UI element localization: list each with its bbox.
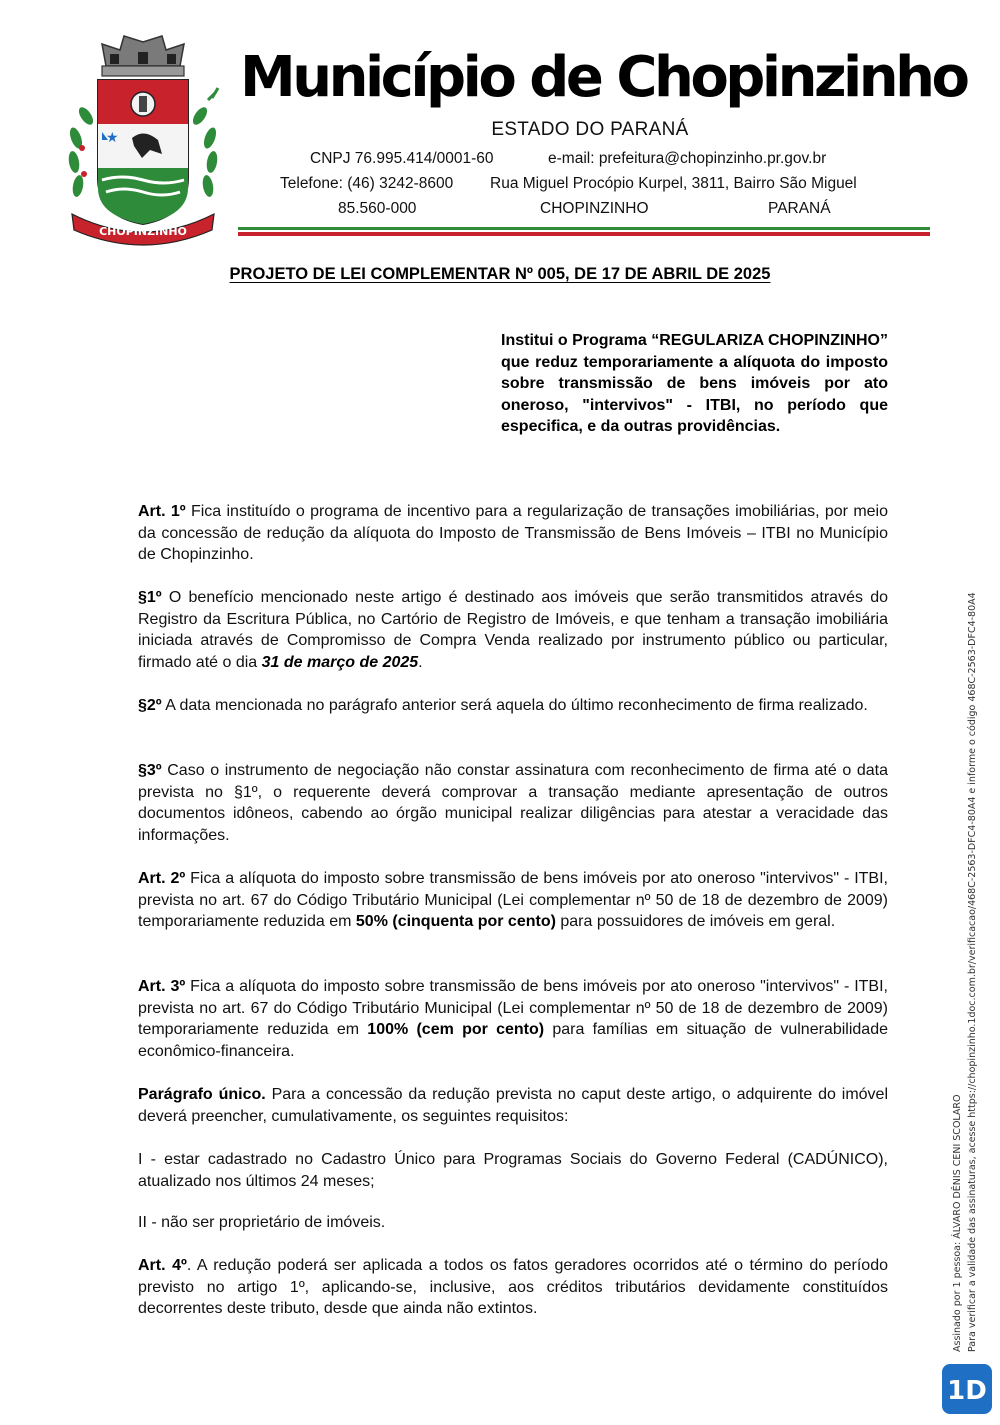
article-1-text: Fica instituído o programa de incentivo para a regularização de transações imobiliárias, por meio da concessão de redução da alíquota do Imposto de Transmissão de Bens Imóveis – ITBI no Município de Chopinzinho. — [138, 503, 888, 563]
article-2-bold: 50% (cinquenta por cento) — [355, 913, 556, 930]
paragraph-3-text: Caso o instrumento de negociação não constar assinatura com reconhecimento de firma até o data prevista no §1º, o requerente deverá comprovar a transação mediante apresentação de outros documentos idôneos, cabendo ao órgão municipal realizar diligências para atestar a veracidade das informações. — [138, 762, 888, 844]
article-2 — [138, 868, 888, 933]
article-4 — [138, 1255, 888, 1320]
paragraph-3 — [138, 760, 888, 846]
article-4-label: Art. 4º — [138, 1257, 187, 1274]
paragrafo-unico — [138, 1084, 888, 1127]
article-2-text: Fica a alíquota do imposto sobre transmissão de bens imóveis por ato oneroso "intervivos" - ITBI, prevista no art. 67 do Código Tributário Municipal (Lei complementar nº 50 de 18 de dezembro de 2009) temporariamente reduzida em — [138, 870, 888, 930]
paragraph-2 — [138, 695, 888, 717]
crest-banner-text: CHOPINZINHO — [99, 225, 187, 238]
digital-signature-notice — [950, 432, 996, 1352]
paragraph-2-label: §2º — [138, 697, 162, 714]
1doc-logo-icon — [942, 1364, 992, 1414]
paragraph-1-end: . — [418, 653, 423, 671]
paragraph-1-label: §1º — [138, 589, 162, 606]
article-1 — [138, 501, 888, 566]
article-2-end: para possuidores de imóveis em geral. — [555, 913, 836, 930]
cnpj-text: CNPJ 76.995.414/0001-60 — [310, 150, 494, 167]
uf-text: PARANÁ — [768, 200, 831, 217]
paragrafo-unico-text: Para a concessão da redução prevista no caput deste artigo, o adquirente do imóvel deverá preencher, cumulativamente, os seguintes requisitos: — [138, 1086, 889, 1125]
municipal-coat-of-arms — [62, 28, 224, 250]
requirement-item-1: I - estar cadastrado no Cadastro Único para Programas Sociais do Governo Federal (CADÚNICO), atualizado nos últimos 24 meses; — [138, 1151, 888, 1190]
requirement-item-2: II - não ser proprietário de imóveis. — [138, 1214, 386, 1231]
phone-text: Telefone: (46) 3242-8600 — [280, 175, 454, 192]
signature-signer-line: Assinado por 1 pessoa: ÁLVARO DÊNIS CENI SCOLARO — [952, 1094, 963, 1352]
signature-verify-line[interactable]: Para verificar a validade das assinaturas, acesse https://chopinzinho.1doc.com.br/verificacao/468C-2563-DFC4-80A4 e informe o código 468C-2563-DFC4-80A4 — [967, 592, 978, 1352]
article-3-label: Art. 3º — [138, 978, 186, 995]
article-3 — [138, 976, 888, 1062]
article-3-text: Fica a alíquota do imposto sobre transmissão de bens imóveis por ato oneroso "intervivos" - ITBI, prevista no art. 67 do Código Tributário Municipal (Lei complementar nº 50 de 18 de dezembro de 2009) temporariamente reduzida em — [138, 978, 888, 1038]
cep-text: 85.560-000 — [338, 200, 417, 217]
article-3-end: para famílias em situação de vulnerabilidade econômico-financeira. — [138, 1021, 888, 1060]
ementa: Institui o Programa “REGULARIZA CHOPINZINHO” que reduz temporariamente a alíquota do imposto sobre transmissão de bens imóveis por ato oneroso, "intervivos" - ITBI, no período que especifica, e da outras providências. — [501, 332, 888, 435]
city-text: CHOPINZINHO — [540, 200, 649, 217]
paragraph-1 — [138, 587, 888, 673]
paragraph-3-label: §3º — [138, 762, 162, 779]
paragraph-1-text: O benefício mencionado neste artigo é destinado aos imóveis que serão transmitidos através do Registro da Escritura Pública, no Cartório de Registro de Imóveis, e que tenham a transação imobiliária iniciada através de Compromisso de Compra Venda realizado por instrumento público ou particular, firmado até o dia — [138, 589, 888, 671]
paragraph-1-date: 31 de março de 2025 — [261, 653, 419, 671]
municipality-title: Município de Chopinzinho — [240, 45, 967, 110]
article-4-text: . A redução poderá ser aplicada a todos os fatos geradores ocorridos até o término do período previsto no artigo 1º, aplicando-se, inclusive, aos créditos tributários devidamente constituídos decorrentes deste tributo, desde que ainda não extintos. — [138, 1257, 888, 1317]
article-1-label: Art. 1º — [138, 503, 186, 520]
state-name: ESTADO DO PARANÁ — [491, 119, 689, 140]
svg-text:★: ★ — [106, 130, 119, 146]
crown-icon — [102, 36, 184, 76]
article-2-label: Art. 2º — [138, 870, 186, 887]
paragrafo-unico-label: Parágrafo único. — [138, 1086, 266, 1103]
paragraph-2-text: A data mencionada no parágrafo anterior será aquela do último reconhecimento de firma realizado. — [161, 697, 868, 714]
email-text: e-mail: prefeitura@chopinzinho.pr.gov.br — [548, 150, 827, 167]
badge-text: 1D — [947, 1376, 987, 1406]
header-divider-red — [238, 232, 930, 236]
article-3-bold: 100% (cem por cento) — [367, 1021, 545, 1038]
document-title: PROJETO DE LEI COMPLEMENTAR Nº 005, DE 17 DE ABRIL DE 2025 — [229, 265, 771, 283]
address-text: Rua Miguel Procópio Kurpel, 3811, Bairro São Miguel — [490, 175, 857, 192]
